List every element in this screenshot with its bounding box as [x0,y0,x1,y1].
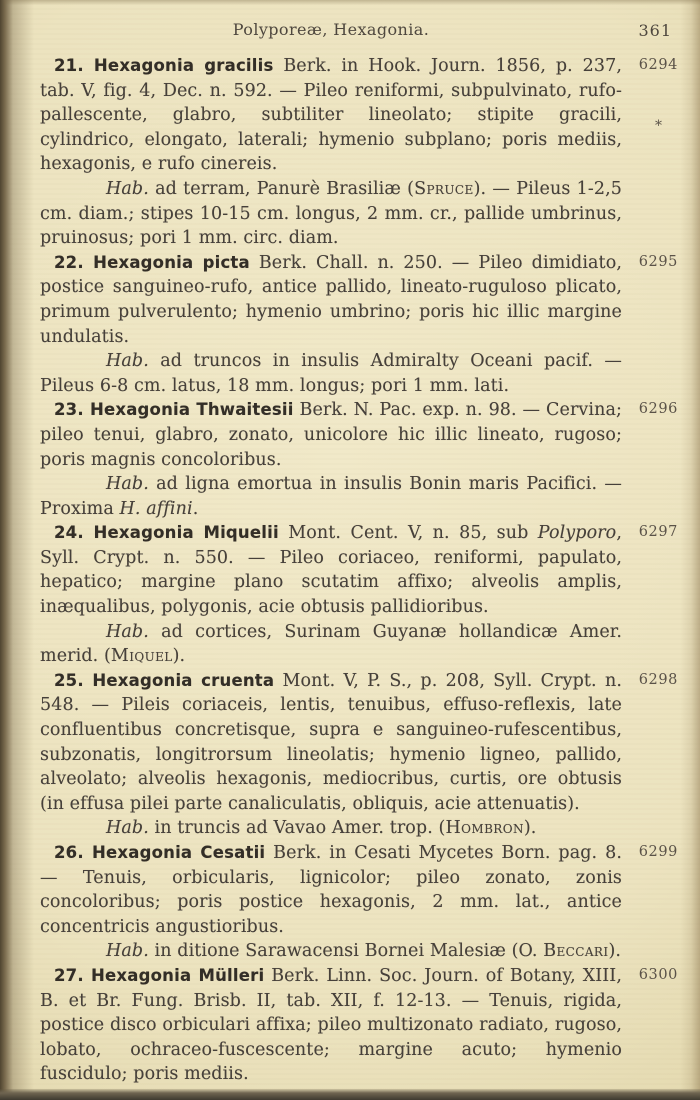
species-name: Hexagonia cruenta [92,670,275,690]
entry-paragraphs [40,669,622,841]
entry-paragraphs [40,251,622,399]
description-paragraph [40,54,622,177]
book-spine-shadow [0,0,34,1100]
margin-asterisk: * [655,118,662,134]
text-run: ad ligna emortua in insulis Bonin maris Pacifici. — Proxima [40,474,622,519]
text-run: in truncis ad Vavao Amer. trop. ( [148,818,446,839]
habitat-paragraph [40,939,622,964]
margin-number: 6298 [638,671,678,688]
text-run: ). [608,941,622,962]
species-name: Hexagonia Miquelii [93,523,279,543]
text-run: . [192,498,199,519]
species-entry [40,964,678,1087]
entry-number: 27. [54,965,92,985]
running-title: Polyporeæ, Hexagonia. [232,20,430,39]
species-name: Hexagonia Thwaitesii [89,400,294,420]
entry-paragraphs [40,54,622,251]
entry-number: 21. [54,56,94,75]
description-paragraph [40,841,622,939]
italic-text: H. affini [119,498,193,519]
entries-list [40,54,678,1087]
species-name: Hexagonia gracilis [93,56,274,75]
text-run: ad cortices, Surinam Guyanæ hollandicæ Amer. merid. ( [40,621,622,667]
entry-paragraphs [40,521,622,669]
species-name: Hexagonia picta [93,252,250,272]
description-paragraph [40,964,622,1087]
habitat-paragraph [40,816,622,841]
entry-paragraphs [40,398,622,521]
text-run: ). [172,646,186,667]
habitat-paragraph [40,177,622,251]
margin-number: 6300 [638,966,678,983]
text-run: Berk. in Cesati Mycetes Born. pag. 8. — Tenuis, orbicularis, lignicolor; pileo zonato, zonis concoloribus; poris postice hexagonis, 2 mm. lat., antice concentricis angustioribus. [40,843,622,937]
entry-number: 24. [54,523,94,543]
margin-number: 6295 [638,253,678,270]
text-run: ad terram, Panurè Brasiliæ ( [148,178,415,199]
entry-number: 23. [54,400,90,420]
species-entry [40,521,678,669]
entry-number: 25. [54,670,93,690]
scan-top-edge [0,0,700,5]
italic-text: Hab. [106,178,149,199]
italic-text: Hab. [106,941,149,962]
description-paragraph [40,251,622,349]
text-run: Berk. N. Pac. exp. n. 98. — Cervina; pileo tenui, glabro, zonato, unicolore hic illic lineato, rugoso; poris magnis concoloribus. [40,400,623,470]
margin-number: 6297 [638,524,678,541]
species-entry [40,398,678,521]
species-entry [40,54,678,251]
text-run: Berk. in Hook. Journ. 1856, p. 237, tab. V, fig. 4, Dec. n. 592. — Pileo reniformi, subpulvinato, rufo-pallescente, glabro, subtiliter lineolato; stipite gracili, cylindrico, elongato, laterali; hymenio subplano; poris mediis, hexagonis, e rufo cinereis. [40,56,622,175]
text-block [40,20,678,1087]
page-number: 361 [638,21,672,40]
entry-paragraphs [40,964,622,1087]
collector-name: Beccari [543,941,609,962]
italic-text: Hab. [106,818,149,839]
text-run: Berk. Chall. n. 250. — Pileo dimidiato, postice sanguineo-rufo, antice pallido, lineato-ruguloso plicato, primum pulverulento; hymenio umbrino; poris hic illic margine undulatis. [40,252,622,347]
italic-text: Polyporo [537,523,617,544]
text-run: in ditione Sarawacensi Bornei Malesiæ (O. [148,941,544,962]
description-paragraph [40,398,622,472]
entry-paragraphs [40,841,622,964]
text-run: Berk. Linn. Soc. Journ. of Botany, XIII, B. et Br. Fung. Brisb. II, tab. XII, f. 12-13. — Tenuis, rigida, postice disco orbiculari affixa; pileo multizonato radiato, rugoso, lobato, ochraceo-fuscescente; margine acuto; hymenio fuscidulo; poris mediis. [40,965,622,1085]
species-entry [40,251,678,399]
text-run: Mont. V, P. S., p. 208, Syll. Crypt. n. 548. — Pileis coriaceis, lentis, tenuibus, effuso-reflexis, late confluentibus concretisque, supra e sanguineo-rufescentibus, subzonatis, longitrorsum lineolatis; hymenio ligneo, pallido, alveolato; alveolis hexagonis, mediocribus, curtis, ore obtusis (in effusa pilei parte canaliculatis, obliquis, acie attenuatis). [40,670,622,814]
italic-text: Hab. [106,621,149,642]
entry-number: 26. [54,843,92,862]
margin-number: 6296 [638,401,678,418]
description-paragraph [40,521,622,619]
habitat-paragraph [40,472,622,521]
collector-name: Hombron [445,818,524,839]
species-name: Hexagonia Mülleri [91,965,265,985]
species-entry [40,841,678,964]
species-name: Hexagonia Cesatii [92,843,266,862]
habitat-paragraph [40,349,622,398]
text-run: ). [523,818,537,839]
collector-name: Spruce [414,178,474,199]
scan-bottom-edge [0,1089,700,1100]
entry-number: 22. [54,252,94,272]
text-run: ad truncos in insulis Admiralty Oceani pacif. — Pileus 6-8 cm. latus, 18 mm. longus; pori 1 mm. lati. [40,351,622,396]
margin-number: 6299 [638,844,678,860]
italic-text: Hab. [106,351,149,372]
page-header [40,20,672,46]
species-entry [40,669,678,841]
habitat-paragraph [40,620,622,669]
text-run: , Syll. Crypt. n. 550. — Pileo coriaceo, reniformi, papulato, hepatico; margine plano scutatim affixo; alveolis amplis, inæqualibus, polygonis, acie obtusis pallidioribus. [40,523,622,618]
text-run: ). — Pileus 1-2,5 cm. diam.; stipes 10-15 cm. longus, 2 mm. cr., pallide umbrinus, pruinosus; pori 1 mm. circ. diam. [40,178,622,249]
margin-number: 6294 [638,57,678,73]
description-paragraph [40,669,622,817]
italic-text: Hab. [106,474,149,495]
text-run: Mont. Cent. V, n. 85, sub [278,523,538,544]
collector-name: Miquel [110,646,173,667]
scan-right-edge [680,0,700,1100]
